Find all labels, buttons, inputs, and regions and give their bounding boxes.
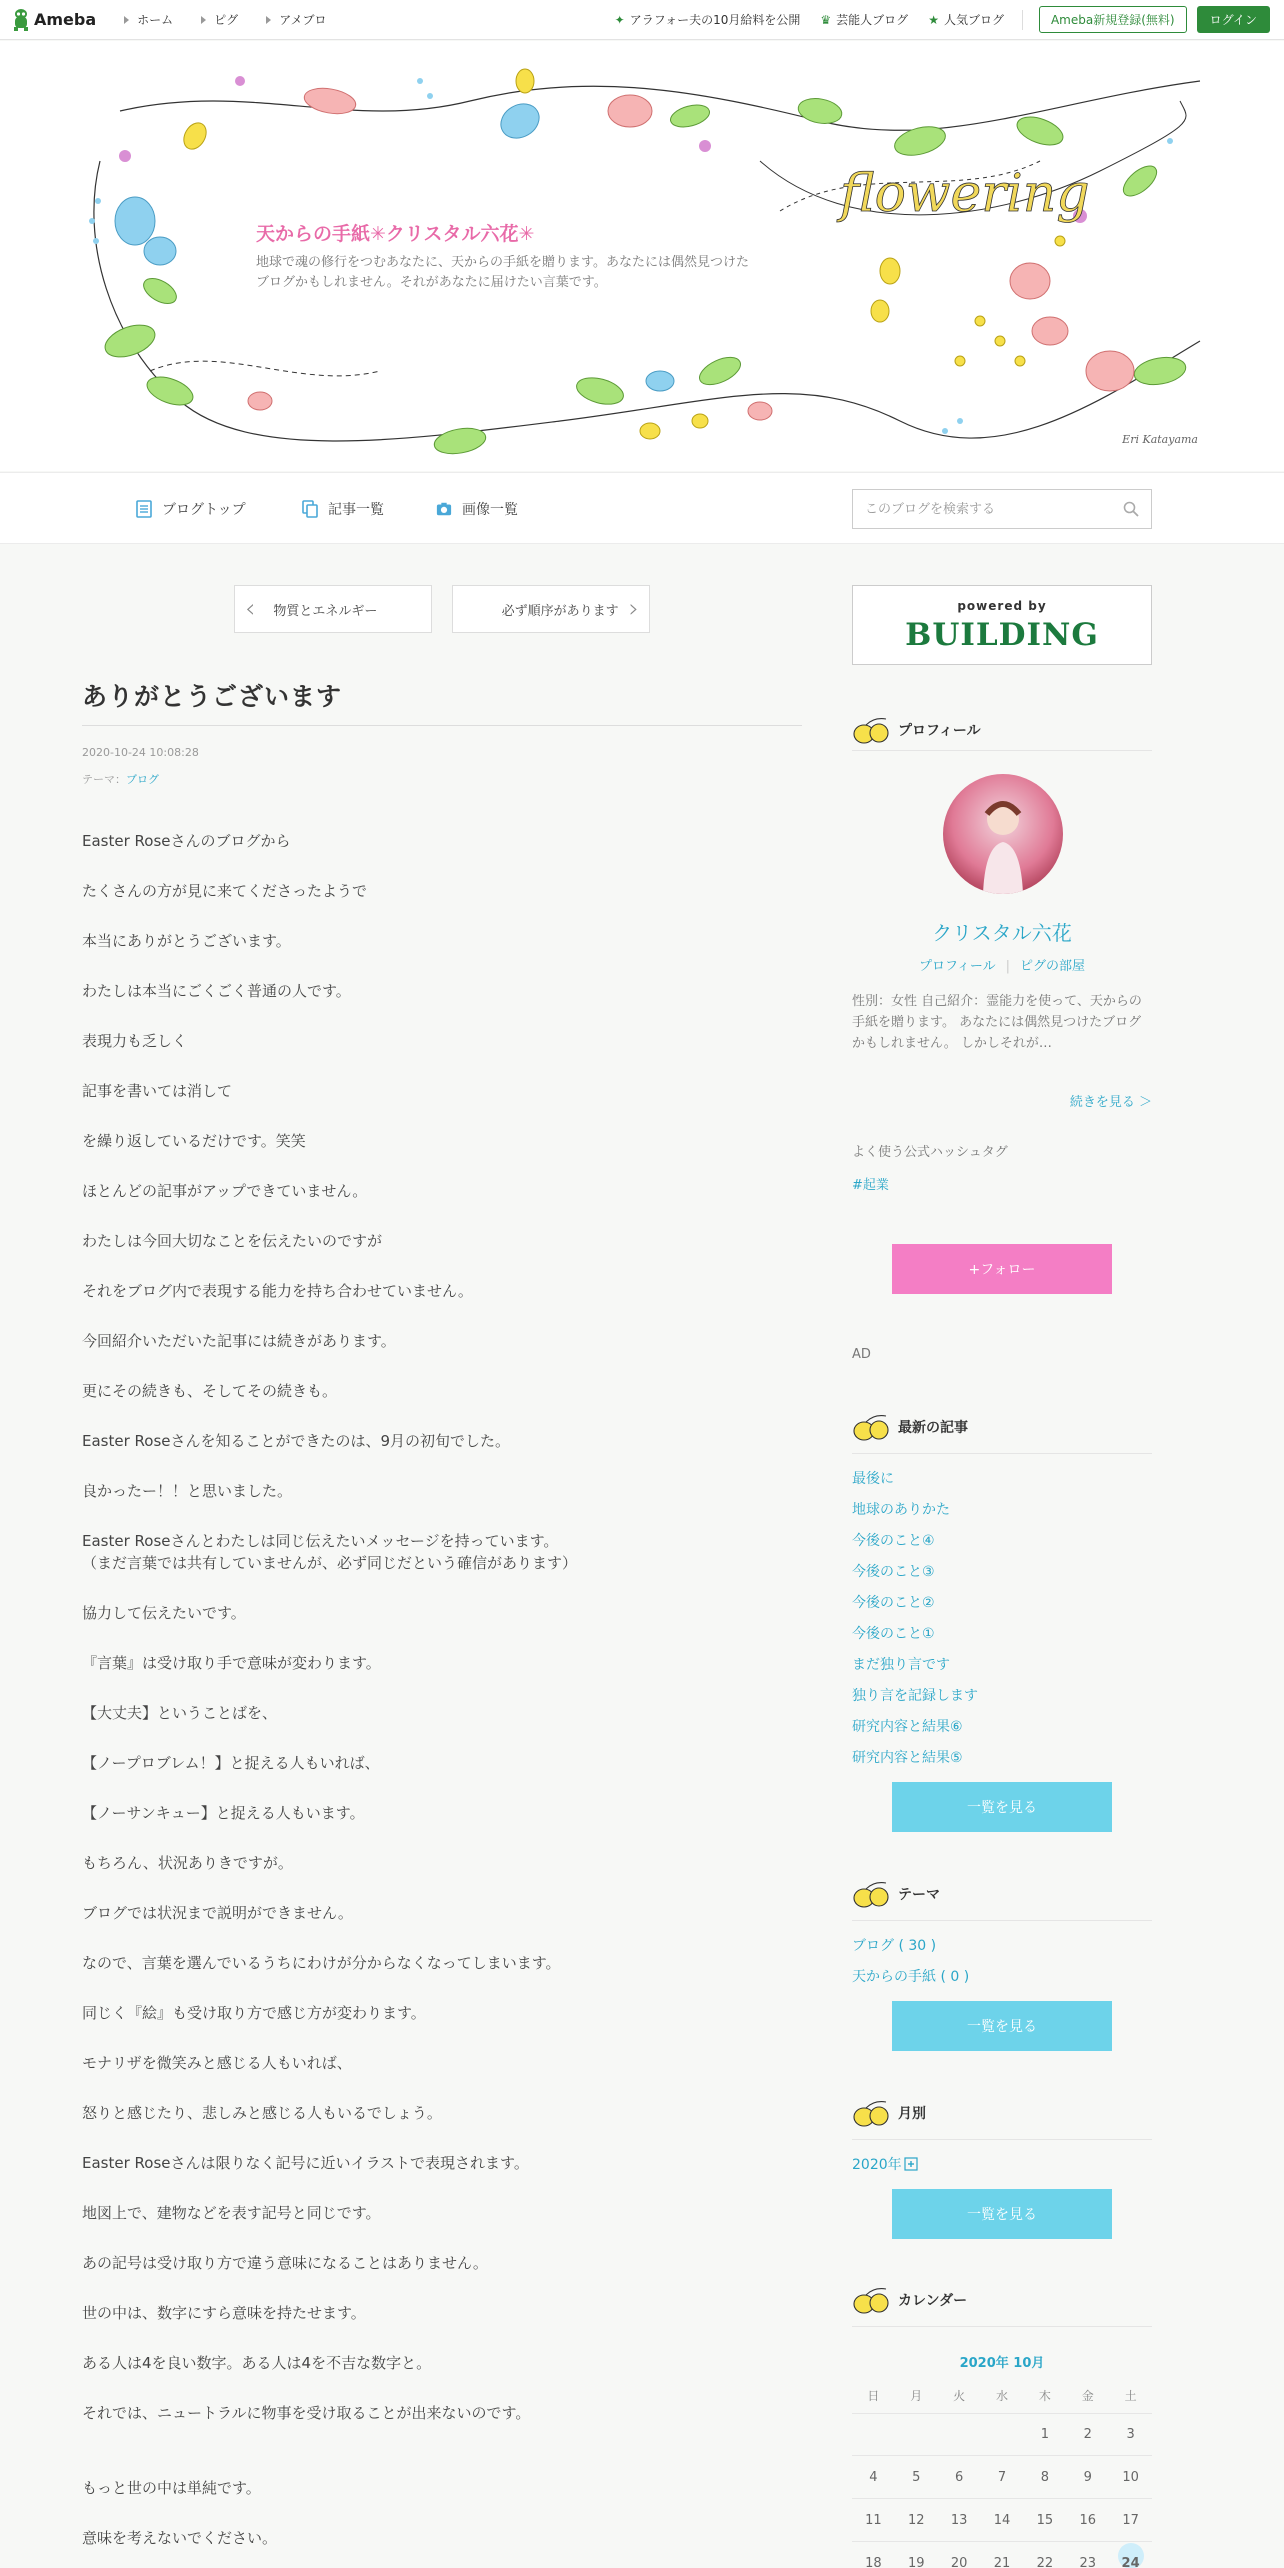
avatar-image [943,774,1063,894]
calendar-week-row [852,2414,1152,2456]
nav-article-list[interactable] [302,499,384,519]
calendar-day[interactable]: 14 [993,2513,1011,2528]
lemon-icon [852,2285,892,2315]
recent-article-link[interactable]: 今後のこと① [852,1626,935,1642]
star-icon: ★ [928,12,939,27]
recent-article-link[interactable]: 今後のこと② [852,1595,935,1611]
calendar-day[interactable]: 19 [908,2556,925,2568]
flowering-lettering-icon [830,151,1110,241]
monthly-heading-label: 月別 [898,2106,926,2122]
monthly-more-button[interactable]: 一覧を見る [892,2189,1112,2239]
nav-blog-top-label: ブログトップ [162,502,246,518]
divider [852,750,1152,751]
article-paragraph: ほとんどの記事がアップできていません。 [82,1182,368,1200]
theme-heading-label: テーマ [898,1887,940,1903]
theme-more-button[interactable]: 一覧を見る [892,2001,1112,2051]
calendar-day[interactable]: 9 [1083,2470,1092,2485]
profile-name[interactable]: クリスタル六花 [932,921,1072,945]
recent-article-link[interactable]: 地球のありかた [852,1502,950,1518]
link-salary-label: アラフォー夫の10月給料を公開 [629,13,801,27]
divider [1022,10,1023,30]
theme-prefix: テーマ： [82,773,126,786]
chevron-right-icon: › [628,594,639,624]
calendar-weekday: 月 [910,2389,923,2403]
article-paragraph: 怒りと感じたり、悲しみと感じる人もいるでしょう。 [82,2104,442,2122]
divider [82,725,802,726]
article-paragraph: モナリザを微笑みと感じる人もいれば、 [82,2054,352,2072]
calendar-today[interactable]: 24 [1118,2543,1144,2568]
profile-heading [852,715,981,745]
calendar-heading-label: カレンダー [898,2293,968,2309]
calendar-weekday: 日 [867,2389,880,2403]
article-paragraph: 今回紹介いただいた記事には続きがあります。 [82,1332,396,1350]
chevron-left-icon: ‹ [245,594,256,624]
nav-home[interactable] [124,11,173,28]
calendar-day [895,2414,938,2455]
article-theme [82,771,159,787]
article-paragraph: Easter Roseさんのブログから [82,832,291,850]
calendar-day[interactable]: 5 [912,2470,921,2485]
calendar-day [938,2414,981,2455]
recent-article-link[interactable]: 独り言を記録します [852,1688,978,1704]
nav-article-list-label: 記事一覧 [328,502,384,518]
recent-article-link[interactable]: 最後に [852,1471,894,1487]
pigg-room-link[interactable]: ピグの部屋 [1020,959,1086,974]
recent-article-link[interactable]: 研究内容と結果⑤ [852,1750,963,1766]
flowering-word: flowering [840,164,1090,224]
ad-building-banner[interactable] [852,585,1152,665]
register-button[interactable]: Ameba新規登録(無料) [1039,6,1187,33]
article-paragraph: 地図上で、建物などを表す記号と同じです。 [82,2204,381,2222]
ad-label: AD [852,1347,871,1362]
article-paragraph: 【大丈夫】ということばを、 [82,1704,278,1722]
blog-header-banner[interactable] [0,41,1284,471]
document-icon [136,500,152,518]
calendar-day[interactable]: 7 [997,2470,1007,2485]
calendar-day[interactable]: 11 [865,2513,882,2528]
article-paragraph: 【ノープロブレム！】と捉える人もいれば、 [82,1754,380,1772]
calendar-day[interactable] [1109,2543,1152,2568]
calendar-week-row [852,2543,1152,2568]
calendar-week-row [852,2457,1152,2499]
triangle-icon [201,16,206,24]
lemon-icon [852,1879,892,1909]
article-paragraph: それでは、ニュートラルに物事を受け取ることが出来ないのです。 [82,2404,531,2422]
article-paragraph: 【ノーサンキュー】と捉える人もいます。 [82,1804,365,1822]
artist-signature: Eri Katayama [1122,433,1198,446]
nav-image-list-label: 画像一覧 [462,502,518,518]
lemon-icon [852,1412,892,1442]
lemon-icon [852,715,892,745]
blog-navigation [0,472,1284,544]
crown-icon: ♛ [820,12,832,27]
article-paragraph: 協力して伝えたいです。 [82,1604,246,1622]
calendar-day[interactable]: 4 [869,2470,878,2485]
calendar-day[interactable]: 1 [1040,2427,1049,2442]
article-paragraph: （まだ言葉では共有していませんが、必ず同じだという確信があります） [82,1554,578,1572]
recent-heading [852,1412,968,1442]
article-paragraph: Easter Roseさんを知ることができたのは、9月の初旬でした。 [82,1432,511,1450]
link-popular-blog[interactable] [928,11,1004,28]
article-paragraph: ある人は4を良い数字。ある人は4を不吉な数字と。 [82,2354,432,2372]
header-right [595,6,1270,33]
divider [852,2139,1152,2140]
recent-heading-label: 最新の記事 [898,1420,968,1436]
article-paragraph: 意味を考えないでください。 [82,2529,278,2547]
search-icon[interactable] [1123,501,1139,517]
profile-heading-label: プロフィール [898,723,981,739]
article-paragraph: あの記号は受け取り方で違う意味になることはありません。 [82,2254,488,2272]
nav-blog-top[interactable] [136,499,246,519]
ameba-logo-icon [12,8,30,32]
divider [852,1453,1152,1454]
hashtag-link[interactable]: #起業 [852,1178,889,1193]
calendar-weekday: 水 [996,2389,1009,2403]
calendar-day[interactable]: 10 [1122,2470,1139,2485]
recent-more-button[interactable]: 一覧を見る [892,1782,1112,1832]
recent-article-link[interactable]: まだ独り言です [852,1657,950,1673]
global-header [0,0,1284,40]
article-paragraph: ブログでは状況まで説明ができません。 [82,1904,353,1922]
profile-more-link[interactable]: 続きを見る ＞ [1069,1095,1152,1110]
prev-article-label: 物質とエネルギー [273,603,378,619]
ad-brand-text: BUILDING [905,617,1099,653]
follow-button[interactable]: +フォロー [892,1244,1112,1294]
calendar-day[interactable]: 2 [1083,2427,1092,2442]
nav-home-label: ホーム [137,13,174,27]
article-paragraph: たくさんの方が見に来てくださったようで [82,882,368,900]
ameba-logo-text: Ameba [34,10,97,29]
article-paragraph: Easter Roseさんは限りなく記号に近いイラストで表現されます。 [82,2154,529,2172]
nav-amebro-label: アメブロ [279,13,327,27]
article-paragraph: もっと世の中は単純です。 [82,2479,261,2497]
next-article-button[interactable] [452,585,650,633]
article-date: 2020-10-24 10:08:28 [82,746,199,759]
calendar-day[interactable]: 21 [993,2556,1011,2568]
profile-link[interactable]: プロフィール [918,959,996,974]
divider [852,2326,1152,2327]
nav-pigg-label: ピグ [214,13,239,27]
article-paragraph: 世の中は、数字にすら意味を持たせます。 [82,2304,366,2322]
calendar-weekday: 木 [1038,2389,1051,2403]
prev-article-button[interactable] [234,585,432,633]
link-salary[interactable] [615,11,801,28]
copy-icon [302,500,318,518]
calendar-weekday: 土 [1124,2389,1137,2403]
article-paragraph: 更にその続きも、そしてその続きも。 [82,1382,338,1400]
profile-intro: 性別：女性 自己紹介：霊能力を使って、天からの手紙を贈ります。 あなたには偶然見つけたブログかもしれません。 しかしそれが… [852,994,1142,1051]
next-article-label: 必ず順序があります [501,603,619,619]
calendar-day[interactable]: 23 [1079,2556,1096,2568]
calendar-day[interactable]: 22 [1036,2556,1054,2568]
profile-links [852,955,1152,974]
avatar[interactable] [943,774,1063,894]
calendar-day[interactable]: 8 [1040,2470,1049,2485]
link-celebrity-blog[interactable] [820,11,908,28]
theme-link[interactable]: ブログ [126,773,159,786]
ad-powered-text: powered by [957,599,1047,613]
calendar-day[interactable]: 6 [955,2470,964,2485]
calendar-day[interactable]: 17 [1122,2513,1139,2528]
calendar-weekday: 金 [1081,2389,1094,2403]
link-celebrity-label: 芸能人ブログ [836,13,909,27]
calendar-weekday: 火 [953,2389,966,2403]
expand-plus-icon[interactable] [904,2157,918,2171]
article-paragraph: もちろん、状況ありきですが。 [82,1854,293,1872]
article-paragraph: 記事を書いては消して [82,1082,233,1100]
calendar-month: 2020年 10月 [959,2356,1045,2371]
calendar-day[interactable]: 16 [1079,2513,1096,2528]
article-paragraph: 『言葉』は受け取り手で意味が変わります。 [82,1654,381,1672]
theme-item[interactable]: 天からの手紙 ( 0 ) [852,1969,970,1985]
article-paragraph: 表現力も乏しく [82,1032,188,1050]
camera-icon [436,500,452,518]
triangle-icon [266,16,271,24]
article-paragraph: なので、言葉を選んでいるうちにわけが分からなくなってしまいます。 [82,1954,561,1972]
article-paragraph: それをブログ内で表現する能力を持ち合わせていません。 [82,1282,473,1300]
calendar-weekday-row [852,2378,1152,2414]
calendar-day[interactable]: 3 [1126,2427,1135,2442]
nav-image-list[interactable] [436,499,518,519]
triangle-icon [124,16,129,24]
login-button[interactable]: ログイン [1197,6,1270,33]
calendar-day[interactable]: 12 [908,2513,925,2528]
article-paragraph: Easter Roseさんとわたしは同じ伝えたいメッセージを持っています。 [82,1532,559,1550]
blog-search-input[interactable] [865,502,1123,517]
link-popular-label: 人気ブログ [943,13,1004,27]
divider [852,1920,1152,1921]
calendar-week-row [852,2500,1152,2542]
lemon-icon [852,2098,892,2128]
calendar-day[interactable]: 13 [950,2513,968,2528]
article-title[interactable]: ありがとうございます [82,682,343,711]
calendar-day [852,2414,895,2455]
recent-article-link[interactable]: 研究内容と結果⑥ [852,1719,963,1735]
separator: | [1005,959,1011,974]
theme-heading [852,1879,940,1909]
article-paragraph: 本当にありがとうございます。 [82,932,291,950]
month-item-label: 2020年 [852,2157,902,2173]
nav-pigg[interactable] [201,11,238,28]
theme-item[interactable]: ブログ ( 30 ) [852,1938,937,1954]
calendar-day[interactable]: 15 [1036,2513,1054,2528]
blog-description: 地球で魂の修行をつむあなたに、天からの手紙を贈ります。あなたには偶然見つけたブログかもしれません。それがあなたに届けたい言葉です。 [256,255,749,290]
calendar-day[interactable]: 18 [865,2556,882,2568]
recent-article-link[interactable]: 今後のこと③ [852,1564,935,1580]
ameba-logo[interactable] [12,8,96,32]
article-paragraph: わたしは本当にごくごく普通の人です。 [82,982,351,1000]
article-paragraph: わたしは今回大切なことを伝えたいのですが [82,1232,383,1250]
blog-title[interactable]: 天からの手紙✳︎クリスタル六花✳︎ [256,223,535,245]
hashtag-label: よく使う公式ハッシュタグ [852,1145,1008,1160]
article-paragraph: を繰り返しているだけです。笑笑 [82,1132,306,1150]
month-item[interactable] [852,2154,918,2174]
monthly-heading [852,2098,926,2128]
calendar-heading [852,2285,967,2315]
article-paragraph: 良かったー！！と思いました。 [82,1482,293,1500]
calendar-day [981,2414,1024,2455]
recent-article-link[interactable]: 今後のこと④ [852,1533,935,1549]
nav-amebro[interactable] [266,11,326,28]
blog-search [852,489,1152,529]
calendar-day[interactable]: 20 [950,2556,968,2568]
article-paragraph: 同じく『絵』も受け取り方で感じ方が変わります。 [82,2004,426,2022]
leaf-icon: ✦ [614,12,625,27]
